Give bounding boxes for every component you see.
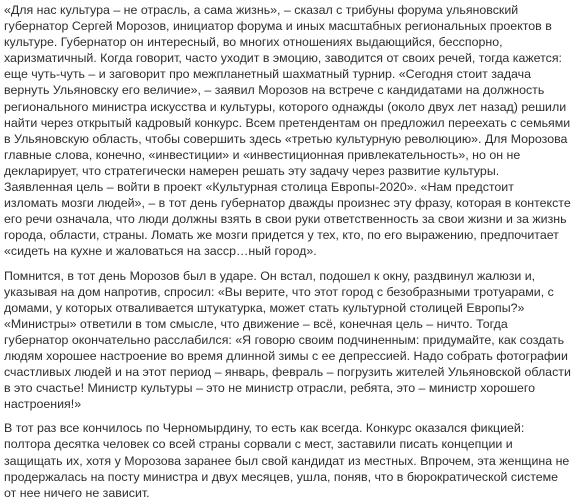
- article-paragraph: Помнится, в тот день Морозов был в ударе. Он встал, подошел к окну, раздвинул жалюзи и, указывая на дом напротив, спросил: «Вы верите, что этот город с безобразными тротуарами, с домами, у которых отваливается штукатурка, может стать культурной столицей Европы?» «Министры» ответили в том смысле, что движение – всё, конечная цель – ничто. Тогда губернатор окончательно расслабился: «Я говорю своим подчиненным: придумайте, как создать людям хорошее настроение во время длинной зимы с ее депрессией. Надо собрать фотографии счастливых людей и на этот период – январь, февраль – погрузить жителей Ульяновской области в это счастье! Министр культуры – это не министр отрасли, ребята, это – министр хорошего настроения!»: [4, 268, 571, 412]
- article-paragraph: «Для нас культура – не отрасль, а сама жизнь», – сказал с трибуны форума ульяновский губернатор Сергей Морозов, инициатор форума и иных масштабных региональных проектов в культуре. Губернатор он интересный, во многих отношениях выдающийся, бесспорно, харизматичный. Когда говорит, часто уходит в эмоцию, заводится от своих речей, тогда кажется: еще чуть-чуть – и заговорит про межпланетный шахматный турнир. «Сегодня стоит задача вернуть Ульяновску его величие», – заявил Морозов на встрече с кандидатами на должность регионального министра искусства и культуры, которого однажды (около двух лет назад) решили найти через открытый кадровый конкурс. Всем претендентам он предложил переехать с семьями в Ульяновскую область, чтобы совершить здесь «третью культурную революцию». Для Морозова главные слова, конечно, «инвестиции» и «инвестиционная привлекательность», но он не декларирует, что стратегически намерен решать эту задачу через развитие культуры. Заявленная цель – войти в проект «Культурная столица Европы-2020». «Нам предстоит изломать мозги людей», – в тот день губернатор дважды произнес эту фразу, которая в контексте его речи означала, что люди должны взять в свои руки ответственность за свои жизни и за жизнь города, области, страны. Ломать же мозги придется у тех, кто, по его выражению, предпочитает «сидеть на кухне и жаловаться на засср…ный город».: [4, 3, 571, 259]
- article-paragraph: В тот раз все кончилось по Черномырдину, то есть как всегда. Конкурс оказался фикцией: полтора десятка человек со всей страны сорвали с мест, заставили писать концепции и защищать их, хотя у Морозова заранее был свой кандидат из местных. Впрочем, эта женщина не продержалась на посту министра и двух месяцев, ушла, поняв, что в бюрократической системе от нее ничего не зависит.: [4, 421, 570, 500]
